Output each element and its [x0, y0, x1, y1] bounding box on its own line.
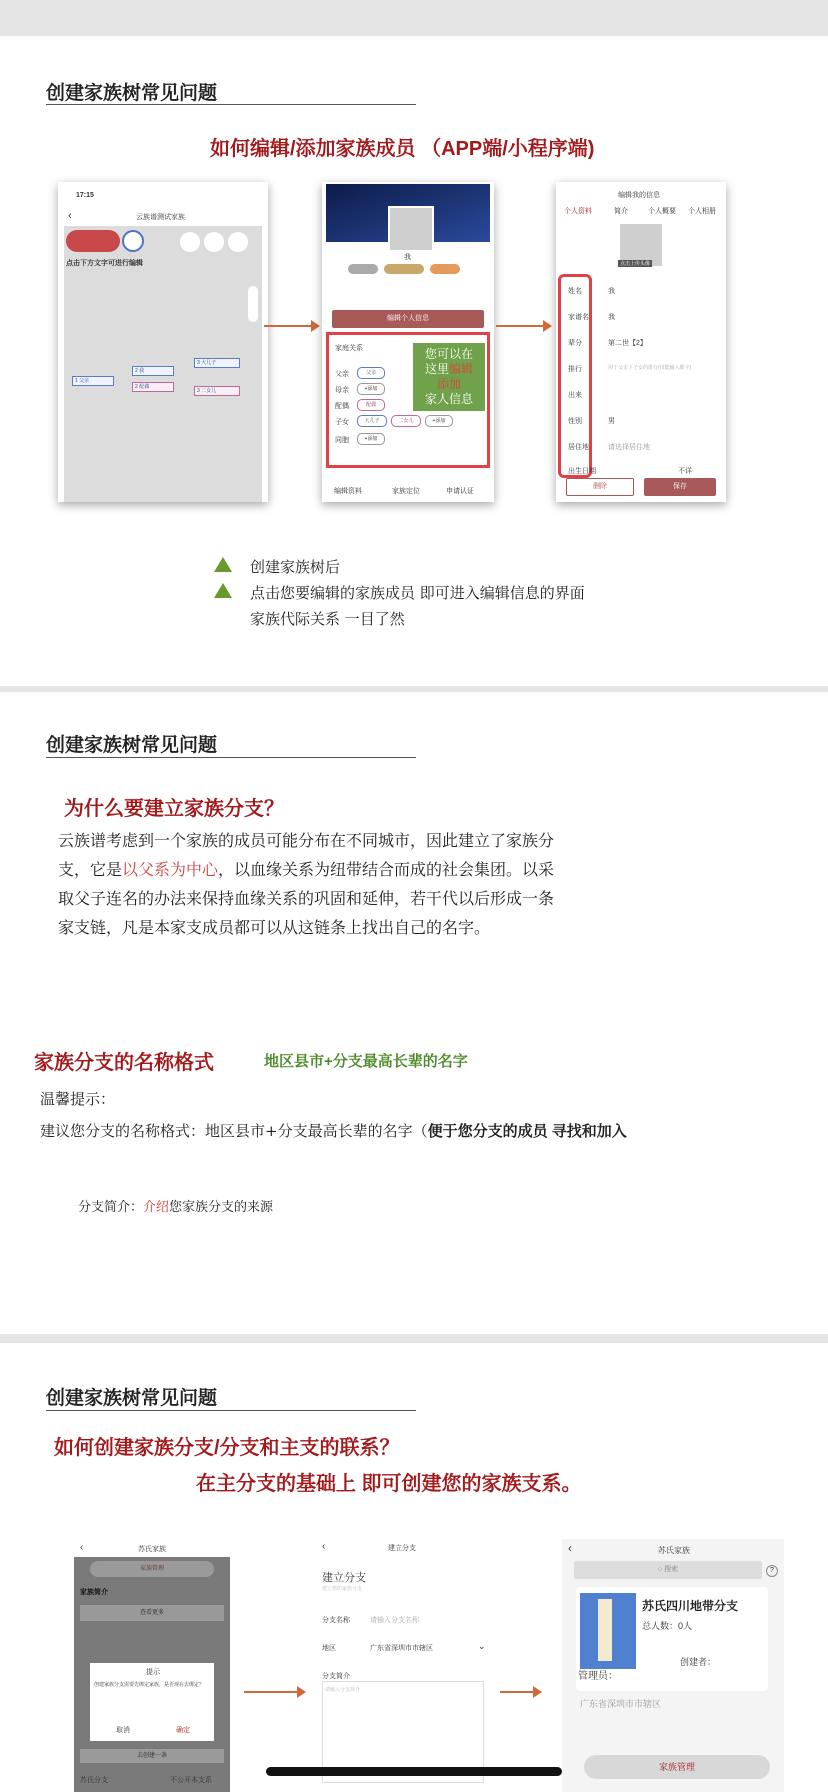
field-value[interactable]: 男	[608, 418, 615, 425]
slide-heading: 如何创建家族分支/分支和主支的联系？	[54, 1437, 400, 1459]
relation-chip[interactable]: 配偶	[357, 399, 385, 411]
note-line: 家人信息	[424, 392, 473, 406]
field-value[interactable]: 请选择居住地	[608, 444, 650, 451]
form-heading: 建立分支	[322, 1572, 366, 1584]
edit-profile-button[interactable]: 编辑个人信息	[332, 310, 484, 328]
delete-button[interactable]: 删除	[566, 478, 634, 496]
field-label: 姓名	[568, 288, 582, 295]
annotation-note	[413, 343, 485, 411]
note-line: 这里	[424, 362, 449, 376]
relation-chip[interactable]: 父亲	[357, 367, 385, 379]
field-label: 出来	[568, 392, 582, 399]
arrow	[496, 325, 550, 327]
phone-create-branch-form	[318, 1539, 488, 1792]
member-count: 总人数：0人	[642, 1621, 693, 1631]
section-rule	[46, 757, 416, 758]
relation-title: 家庭关系	[335, 345, 363, 352]
admin-label: 管理员：	[578, 1671, 618, 1682]
name-format-subtitle: 地区县市+分支最高长辈的名字	[264, 1053, 468, 1070]
tree-node[interactable]: 3 二女儿	[194, 386, 240, 396]
settings-icon[interactable]	[204, 232, 224, 252]
relation-label: 配偶	[335, 403, 349, 410]
field-label: 排行	[568, 366, 582, 373]
tree-node[interactable]: 3 大儿子	[194, 358, 240, 368]
section-rule	[46, 104, 416, 105]
bullet-list	[214, 554, 585, 632]
phone-family-tree	[58, 182, 268, 502]
chevron-down-icon[interactable]: ⌄	[478, 1641, 486, 1651]
birth-label: 出生日期	[568, 468, 596, 475]
tag	[384, 264, 424, 274]
add-chip[interactable]: +添加	[425, 415, 453, 427]
triangle-bullet-icon	[214, 583, 232, 598]
field-label: 居住地	[568, 444, 589, 451]
field-value[interactable]: 我	[608, 314, 615, 321]
avatar-upload-label[interactable]: 点击上传头像	[620, 261, 651, 267]
private-branch-toggle[interactable]: 不公开本支系	[170, 1777, 212, 1784]
search-icon[interactable]	[180, 232, 200, 252]
name-format-title: 家族分支的名称格式	[34, 1052, 214, 1074]
note-line: 您可以在	[424, 347, 473, 361]
branch-name-input[interactable]: 请输入分支名称	[370, 1617, 419, 1624]
form-subheading: 建立您的家族分支	[322, 1586, 363, 1592]
bullet-item: 创建家族树后	[214, 554, 585, 580]
field-label: 性别	[568, 418, 582, 425]
edit-info-header: 编辑我的信息	[618, 192, 660, 199]
relation-chip[interactable]: 二女儿	[391, 415, 421, 427]
back-icon[interactable]: ‹	[322, 1541, 326, 1552]
phone-branch-card	[562, 1539, 784, 1792]
field-value[interactable]: 我	[608, 288, 615, 295]
help-icon[interactable]: ?	[766, 1565, 778, 1577]
field-label: 家谱名	[568, 314, 589, 321]
red-badge[interactable]	[66, 230, 120, 252]
branch-label: 苏氏分支	[80, 1777, 108, 1784]
add-chip[interactable]: +添加	[357, 433, 385, 445]
page-title: 苏氏家族	[658, 1546, 690, 1555]
form-title: 建立分支	[388, 1545, 416, 1552]
arrow	[264, 325, 318, 327]
search-icon: ○	[657, 1566, 665, 1573]
relation-box	[326, 332, 490, 468]
tab-profile[interactable]: 个人资料	[564, 208, 592, 215]
tag	[348, 264, 378, 274]
note-highlight: 添加	[436, 377, 461, 391]
branch-book-icon	[580, 1593, 636, 1669]
branch-name-label: 分支名称	[322, 1617, 350, 1624]
family-title: 苏氏家族	[138, 1546, 166, 1553]
share-icon[interactable]	[228, 232, 248, 252]
bullet-item: 点击您要编辑的家族成员 即可进入编辑信息的界面	[214, 580, 585, 606]
creator-label: 创建者：	[680, 1657, 717, 1667]
dialog-title: 提示	[146, 1669, 160, 1676]
bottom-action[interactable]: 家族定位	[392, 488, 420, 495]
branch-name: 苏氏四川地带分支	[642, 1599, 739, 1613]
view-more-button[interactable]: 查看更多	[80, 1605, 224, 1621]
region-label: 地区	[322, 1645, 336, 1652]
bottom-action[interactable]: 编辑资料	[334, 488, 362, 495]
member-name: 我	[404, 254, 411, 261]
relation-label: 同胞	[335, 437, 349, 444]
bullet-item: 家族代际关系 一目了然	[250, 610, 405, 628]
edit-hint: 点击下方文字可进行编辑	[66, 260, 143, 267]
section-rule	[46, 1410, 416, 1411]
dialog-text: 创建家族分支需要先绑定家族，是否现在去绑定？	[94, 1682, 205, 1688]
explanation-paragraph: 云族谱考虑到一个家族的成员可能分布在不同城市，因此建立了家族分 支，它是以父系为中心，以血缘关系为纽带结合而成的社会集团。以采 取父子连名的办法来保持血缘关系的巩固和延伸，若干代以后形成一条 家支链，凡是本家支成员都可以从这链条上找出自己的名字。	[58, 831, 555, 937]
slide-create-branch	[0, 1343, 828, 1792]
family-manage-button[interactable]: 家族管理	[584, 1755, 770, 1779]
zoom-controls[interactable]	[248, 286, 258, 322]
tab-album[interactable]: 个人相册	[688, 208, 716, 215]
slide-subheading: 在主分支的基础上 即可创建您的家族支系。	[196, 1473, 582, 1495]
note-highlight: 编辑	[449, 362, 474, 376]
field-value[interactable]: 用于父亲下子女的排行(仅能输入数字)	[608, 365, 692, 371]
status-time: 17:15	[76, 192, 94, 199]
dialog-cancel[interactable]: 取消	[116, 1727, 130, 1734]
tag	[430, 264, 460, 274]
back-icon[interactable]: ‹	[68, 210, 72, 222]
tree-node[interactable]: 2 我	[132, 366, 174, 376]
phone-edit-info	[556, 182, 726, 502]
avatar[interactable]	[388, 206, 434, 252]
slide-heading: 如何编辑/添加家族成员 （APP端/小程序端)	[210, 138, 595, 160]
back-icon[interactable]: ‹	[80, 1542, 84, 1553]
dialog	[90, 1663, 214, 1741]
tree-node[interactable]: 2 配偶	[132, 382, 174, 392]
tab-intro[interactable]: 简介	[614, 208, 628, 215]
arrow	[244, 1691, 304, 1693]
relation-chip[interactable]: 大儿子	[357, 415, 387, 427]
section-title: 创建家族树常见问题	[46, 83, 218, 104]
bottom-action[interactable]: 申请认证	[446, 488, 474, 495]
slide-heading: 为什么要建立家族分支？	[64, 798, 284, 820]
tab-summary[interactable]: 个人概要	[648, 208, 676, 215]
birth-unknown[interactable]: 不详	[678, 468, 692, 475]
highlight-text: 以父系为中心	[122, 860, 219, 879]
field-label: 辈分	[568, 340, 582, 347]
region-select[interactable]: 广东省深圳市市辖区	[370, 1645, 433, 1652]
section-title: 创建家族树常见问题	[46, 735, 218, 756]
tree-title: 云族谱测试家族	[136, 214, 185, 221]
tip-label: 温馨提示：	[40, 1090, 116, 1108]
family-manage-button[interactable]: 家族管理	[90, 1561, 214, 1577]
branch-intro-example: 分支简介：介绍您家族分支的来源	[78, 1200, 274, 1215]
intro-label: 分支简介	[322, 1673, 350, 1680]
slide-branch-why	[0, 692, 828, 1334]
tree-node[interactable]: 1 父亲	[72, 376, 114, 386]
phone-member-profile	[322, 182, 494, 502]
family-intro-label: 家族简介	[80, 1589, 108, 1596]
address: 广东省深圳市市辖区	[580, 1699, 662, 1709]
save-button[interactable]: 保存	[644, 478, 716, 496]
section-title: 创建家族树常见问题	[46, 1388, 218, 1409]
tip-text: 建议您分支的名称格式：地区县市+分支最高长辈的名字（便于您分支的成员 寻找和加入	[40, 1122, 627, 1140]
create-branch-button[interactable]: 去创建一条	[80, 1749, 224, 1763]
relation-label: 母亲	[335, 387, 349, 394]
arrow	[500, 1691, 540, 1693]
slide-edit-members	[0, 36, 828, 686]
triangle-bullet-icon	[214, 557, 232, 572]
search-input[interactable]: ○ 搜索	[574, 1561, 762, 1579]
field-value[interactable]: 第二世【2】	[608, 340, 647, 347]
phone-branch-dialog	[74, 1539, 230, 1792]
back-icon[interactable]: ‹	[568, 1541, 572, 1555]
blue-check-icon[interactable]	[122, 230, 144, 252]
relation-label: 子女	[335, 419, 349, 426]
tree-canvas[interactable]	[64, 226, 262, 502]
home-indicator	[266, 1767, 562, 1776]
dialog-confirm[interactable]: 确定	[176, 1727, 190, 1734]
relation-label: 父亲	[335, 371, 349, 378]
add-chip[interactable]: +添加	[357, 383, 385, 395]
intro-placeholder: 请输入分支简介	[325, 1687, 361, 1693]
